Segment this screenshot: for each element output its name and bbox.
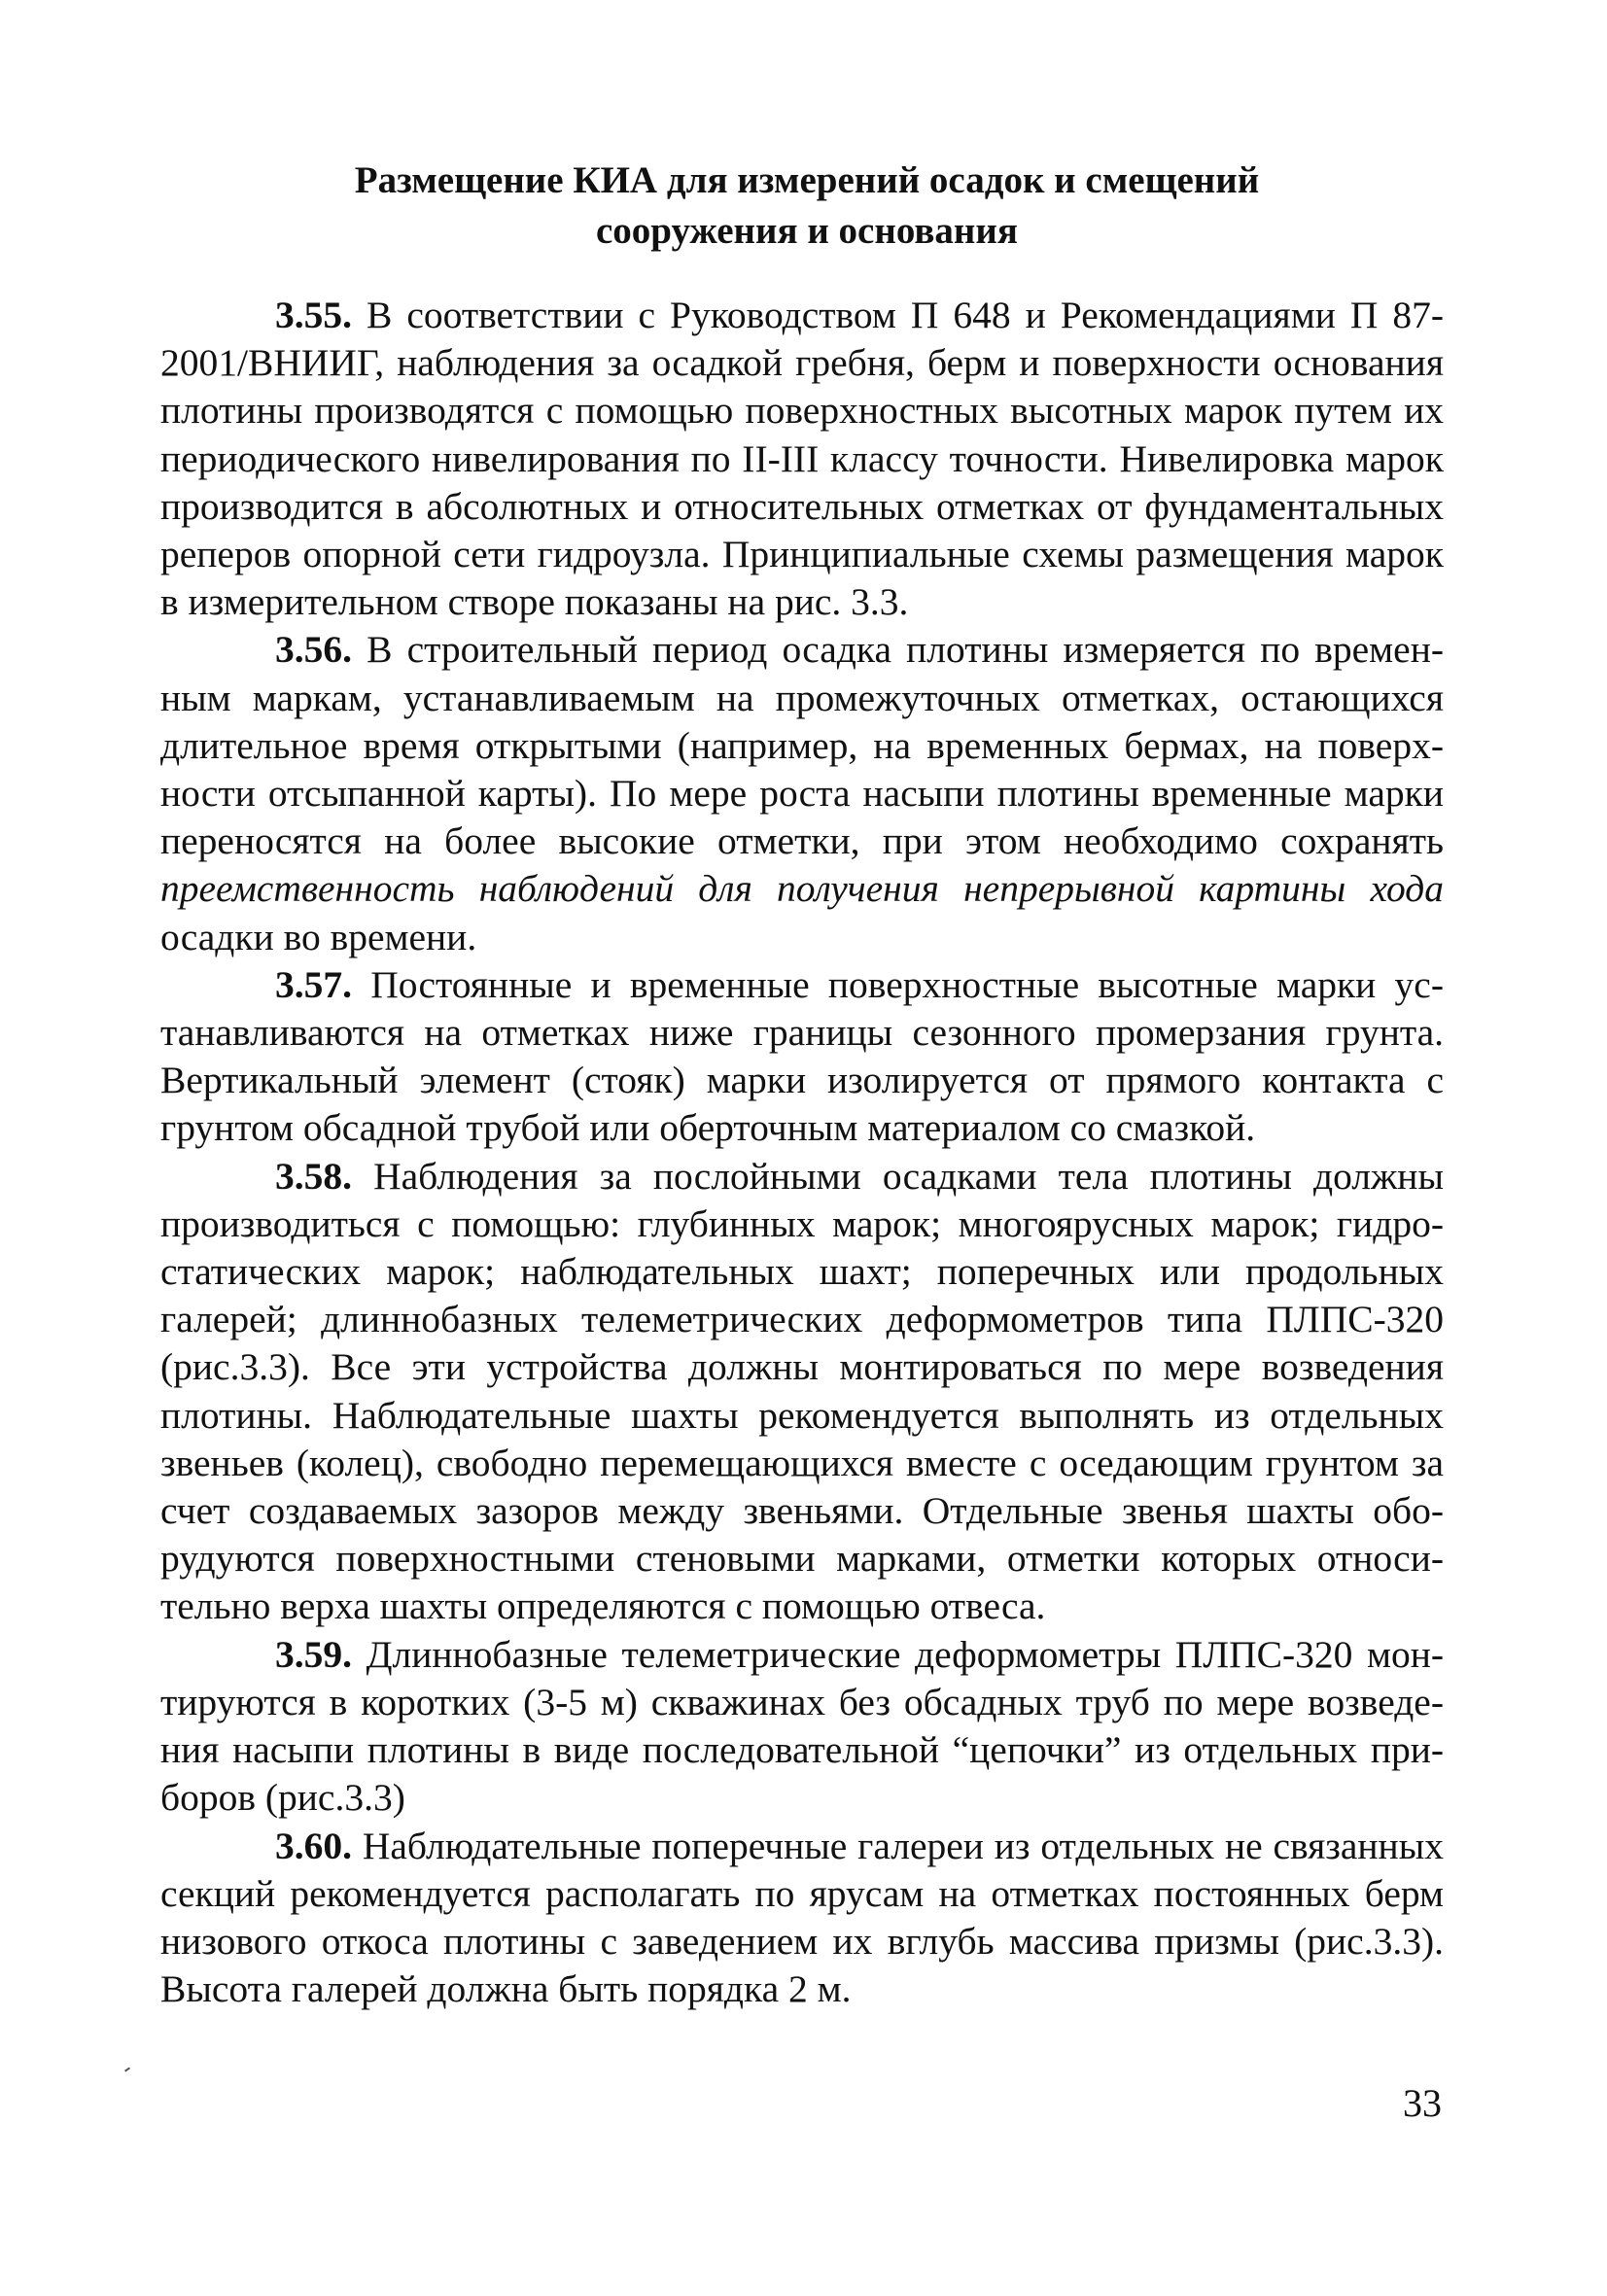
paragraph-text-end: осадки во времени. [160,915,477,958]
paragraph-3-60 [160,1823,1444,2014]
paragraph-text: В строительный период осадка плотины измеряется по временным маркам, устанавливаемым на промежуточных отметках, остающихся длительное время открытыми (например, на временных бермах, на поверхности отсыпанной карты). По мере роста насыпи плотины временные марки переносятся на более высокие отметки, при этом необходимо сохранять [160,628,1444,863]
paragraph-3-56 [160,626,1444,960]
paragraph-number: 3.56. [275,628,352,672]
page-number: 33 [1403,2081,1442,2125]
body-text [160,292,1444,2013]
paragraph-3-58 [160,1153,1444,1631]
paragraph-number: 3.55. [275,294,352,336]
heading-line-1: Размещение КИА для измерений осадок и смещений [354,159,1260,201]
paragraph-text: Наблюдательные поперечные галереи из отдельных не связанных секций рекомендуется располагать по ярусам на отметках постоянных берм низового откоса плотины с заведением их вглубь массива призмы (рис.3.3). Высота галерей должна быть порядка 2 м. [160,1824,1444,2011]
paragraph-number: 3.59. [275,1632,352,1676]
paragraph-text: Наблюдения за послойными осадками тела плотины должны производиться с помощью: глубинных марок; многоярусных марок; гидростатических марок; наблюдательных шахт; поперечных или продольных галерей; длиннобазных телеметрических деформометров типа ПЛПС-320 (рис.3.3). Все эти устройства должны монтироваться по мере возведения плотины. Наблюдательные шахты рекомендуется выполнять из отдельных звеньев (колец), свободно перемещающихся вместе с оседающим грунтом за счет создаваемых зазоров между звеньями. Отдельные звенья шахты оборудуются поверхностными стеновыми марками, отметки которых относительно верха шахты определяются с помощью отвеса. [160,1154,1444,1628]
paragraph-3-57 [160,961,1444,1153]
paragraph-number: 3.57. [275,962,352,1006]
paragraph-3-59 [160,1631,1444,1823]
paragraph-text: Постоянные и временные поверхностные высотные марки устанавливаются на отметках ниже границы сезонного промерзания грунта. Вертикальный элемент (стояк) марки изолируется от прямого контакта с грунтом обсадной трубой или оберточным материалом со смазкой. [160,962,1444,1150]
paragraph-text: Длиннобазные телеметрические деформометры ПЛПС-320 монтируются в коротких (3-5 м) скважинах без обсадных труб по мере возведения насыпи плотины в виде последовательной “цепочки” из отдельных приборов (рис.3.3) [160,1632,1444,1820]
paragraph-number: 3.60. [275,1824,352,1867]
section-heading [156,156,1458,257]
paragraph-text: В соответствии с Руководством П 648 и Рекомендациями П 87-2001/ВНИИГ, наблюдения за осадкой гребня, берм и поверхности основания плотины производятся с помощью поверхностных высотных марок путем их периодического нивелирования по II-III классу точности. Нивелировка марок производится в абсолютных и относительных отметках от фундаментальных реперов опорной сети гидроузла. Принципиальные схемы размещения марок в измерительном створе показаны на рис. 3.3. [160,294,1444,624]
paragraph-italic-text: преемственность наблюдений для получения непрерывной картины хода [160,867,1444,911]
paragraph-number: 3.58. [275,1154,352,1198]
scan-speck [124,2067,130,2071]
heading-line-2: сооружения и основания [596,210,1018,252]
paragraph-3-55 [160,292,1444,626]
